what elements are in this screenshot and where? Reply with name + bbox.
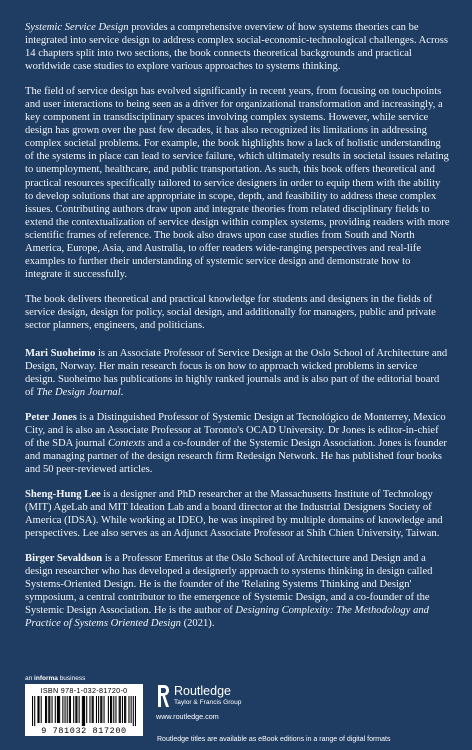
intro-text: provides a comprehensive overview of how systems theories can be integrated into service design to address complex social-economic-technological challenges. Across 14 chapters split into two sections, the book connects theoretical backgrounds and practical worldwide case studies to explore various approaches to systems thinking. — [25, 22, 449, 73]
bio-end: . — [120, 387, 124, 399]
barcode-bars — [32, 696, 136, 726]
audience-paragraph: The book delivers theoretical and practical knowledge for students and designers in the fields of service design, design for policy, social design, and additionally for managers, public and private sector planners, engineers, and politicians. — [25, 293, 436, 331]
bio-end: (2021). — [180, 618, 215, 630]
informa-suffix: business — [57, 675, 86, 682]
bio-text: is a Professor Emeritus at the Oslo School of Architecture and Design and a design researcher who has developed a designerly approach to systems thinking in design called Systems-Oriented Design. He is the founder of the 'Relating Systems Thinking and Design' symposium, a central contributor to the emergence of Systemic Design, and a co-founder of the Systemic Design Association. He is the author of — [25, 552, 433, 617]
publisher-block — [156, 684, 296, 724]
bio-text: is a designer and PhD researcher at the Massachusetts Institute of Technology (MIT) AgeLab and MIT Ideation Lab and a board director at the Industrial Designers Society of America (IDSA). While working at IDEO, he was inspired by multiple domains of knowledge and perspectives. Lee also serves as an Adjunct Associate Professor at Shih Chien University, Taiwan. — [25, 488, 443, 540]
bio-sevaldson — [25, 552, 450, 631]
informa-brand: informa — [34, 675, 58, 682]
bio-jones — [25, 411, 450, 476]
bio-text: is an Associate Professor of Service Design at the Oslo School of Architecture and Design, Norway. Her main research focus is on how to approach wicked problems in service design. Suoheimo has publications in highly ranked journals and is also part of the editorial board of — [25, 348, 448, 399]
bio-suoheimo — [25, 347, 450, 399]
isbn-number: ISBN 978-1-032-81720-0 — [40, 686, 128, 695]
informa-business-label — [25, 675, 85, 682]
bio-text: and a co-founder of the Systemic Design Association. Jones is founder and managing partner of the design research firm Redesign Network. He has published four books and 50 peer-reviewed articles. — [25, 438, 447, 476]
book-reference: Designing Complexity: The Methodology and Practice of Systems Oriented Design — [25, 605, 429, 630]
cover-footer — [0, 676, 472, 750]
book-title: Systemic Service Design — [25, 22, 129, 33]
back-cover-text — [25, 21, 450, 642]
description-paragraph: The field of service design has evolved significantly in recent years, from focusing on touchpoints and user interactions to being seen as a driver for organizational transformation and increasingly, a key component in transdisciplinary spaces involving complex systems. However, while service design has grown over the past few decades, it has also recognized its limitations in addressing complex societal problems. For example, the book highlights how a lack of holistic understanding of the systems in place can lead to service failure, which ultimately results in societal issues relating to unemployment, healthcare, and public transportation. As such, this book offers theoretical and practical resources specifically tailored to service designers in order to equip them with the ability to develop solutions that are appropriate in scope, depth, and feasibility to address these complex issues. Contributing authors draw upon and integrate theories from related disciplinary fields to extend the contextualization of service design within complex systems, providing readers with more scientific frames of reference. The book also draws upon case studies from South and North America, Europe, Asia, and Australia, to offer readers wide-ranging perspectives and real-life examples to further their understanding of systemic service design and demonstrate how to integrate it successfully. — [25, 85, 450, 281]
publisher-group: Taylor & Francis Group — [174, 699, 242, 706]
author-name: Sheng-Hung Lee — [25, 488, 101, 500]
journal-title: Contexts — [107, 438, 146, 450]
author-name: Birger Sevaldson — [25, 552, 103, 564]
informa-prefix: an — [25, 675, 35, 682]
ebook-note: Routledge titles are available as eBook editions in a range of digital formats — [157, 736, 391, 743]
intro-paragraph — [25, 21, 450, 73]
publisher-url: www.routledge.com — [156, 712, 219, 721]
isbn-barcode — [25, 684, 143, 736]
barcode-digits: 9 781032 817200 — [41, 726, 127, 736]
bio-lee — [25, 488, 450, 540]
publisher-name: Routledge — [174, 684, 231, 698]
journal-title: The Design Journal — [36, 387, 121, 399]
author-name: Mari Suoheimo — [25, 348, 96, 360]
author-name: Peter Jones — [25, 411, 77, 423]
routledge-logo-icon — [156, 684, 170, 708]
bio-text: is a Distinguished Professor of Systemic Design at Tecnológico de Monterrey, Mexico City, and is also an Associate Professor at Toronto's OCAD University. Dr Jones is editor-in-chief of the SDA journal — [25, 411, 446, 450]
